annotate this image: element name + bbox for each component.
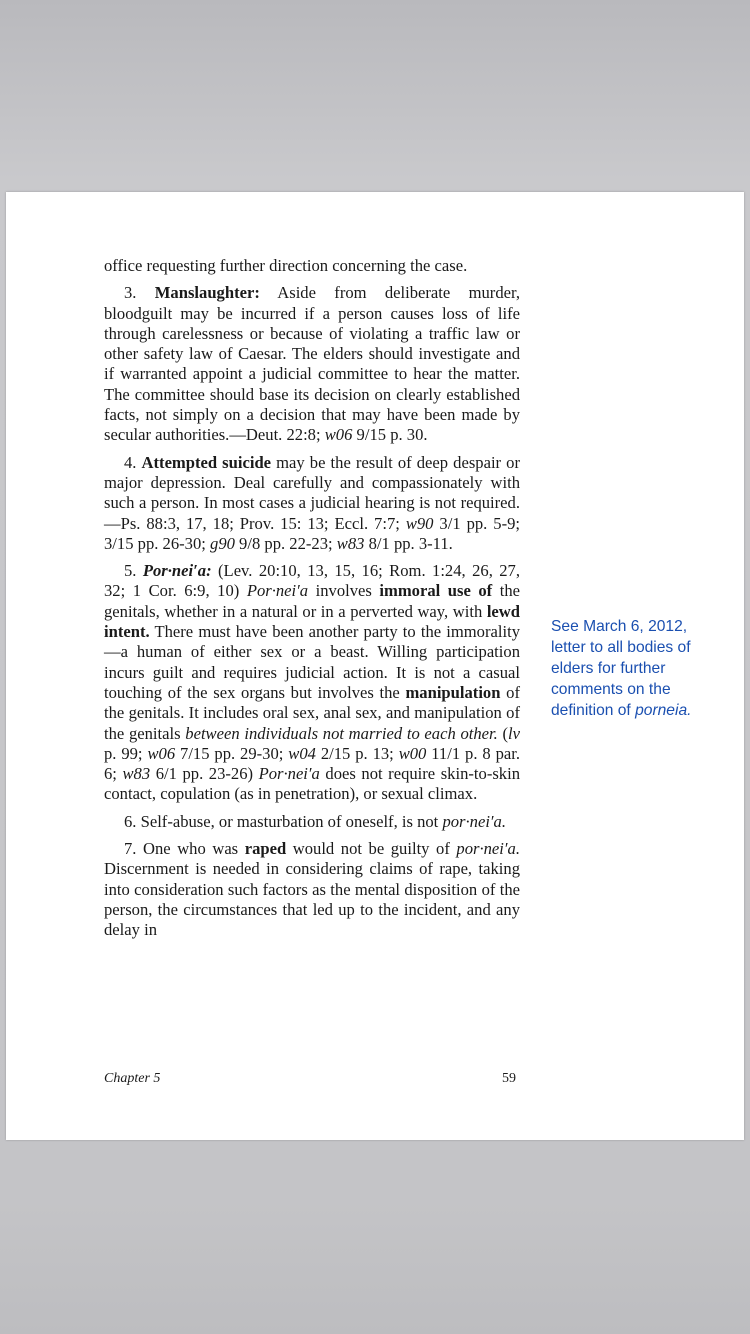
paragraph-text: Aside from deliberate murder, bloodguilt may be incurred if a person causes loss of life through carelessness or because of violating a traffic law or other safety law of Caesar. The elders should investigate and if warranted appoint a judicial committee to hear the matter. The committee should base its decision on clearly established facts, not simply on a decision that may have been made by secular authorities.—Deut. 22:8; <box>104 283 520 445</box>
paragraph-text: 9/15 p. 30. <box>352 425 428 445</box>
paragraph-text: 6/1 pp. 23-26) <box>150 764 259 784</box>
paragraph-text: of the genitals. It includes oral sex, anal sex, and manipulation of the genitals <box>104 682 520 743</box>
bold-text: immoral use of <box>379 581 493 601</box>
paragraph-text: 7. One who was <box>124 839 245 859</box>
paragraph-self-abuse <box>104 812 520 832</box>
paragraph-text: 8/1 pp. 3-11. <box>364 533 453 553</box>
paragraph-text: ( <box>497 723 509 743</box>
paragraph-text: (Lev. 20:10, 13, 15, 16; Rom. 1:24, 26, 27, 32; 1 Cor. 6:9, 10) <box>104 561 521 601</box>
reference-italic: w83 <box>122 764 151 784</box>
paragraph-text: does not require skin-to-skin contact, copulation (as in penetration), or sexual climax. <box>104 764 521 804</box>
paragraph-text: office requesting further direction concerning the case. <box>104 256 468 275</box>
margin-note <box>551 616 701 721</box>
term-manslaughter: Manslaughter: <box>154 283 260 303</box>
reference-italic: w06 <box>324 425 353 445</box>
paragraph-text: Discernment is needed in considering claims of rape, taking into consideration such factors as the mental disposition of the person, the circumstances that led up to the incident, and any delay in <box>104 859 520 940</box>
paragraph-text: the genitals, whether in a natural or in a perverted way, with <box>104 581 521 621</box>
body-text-column <box>104 256 520 948</box>
bold-text: raped <box>244 839 287 859</box>
italic-text: Por·nei′a <box>246 581 309 601</box>
paragraph-text: 9/8 pp. 22-23; <box>234 533 337 553</box>
margin-note-text: See March 6, 2012, letter to all bodies of elders for further comments on the definition of <box>551 618 691 719</box>
paragraph-continued <box>104 256 520 276</box>
paragraph-number: 5. <box>124 561 143 581</box>
paragraph-number: 4. <box>124 452 142 472</box>
italic-text: Por·nei′a <box>258 764 320 784</box>
paragraph-text: 11/1 p. 8 par. 6; <box>104 743 520 784</box>
term-porneia: Por·nei′a: <box>142 561 212 581</box>
paragraph-text: 3/1 pp. 5-9; 3/15 pp. 26-30; <box>104 513 520 553</box>
bold-text: manipulation <box>405 682 501 702</box>
reference-italic: w06 <box>147 743 176 763</box>
document-page <box>6 192 744 1140</box>
page-number: 59 <box>502 1071 516 1086</box>
paragraph-text: There must have been another party to the immorality—a human of either sex or a beast. Willing participation incurs guilt and requires judicial action. It is not a casual touching of the sex organs but involves the <box>104 622 520 702</box>
paragraph-attempted-suicide <box>104 453 520 554</box>
reference-italic: w90 <box>405 513 434 533</box>
bold-text: lewd intent. <box>104 601 520 642</box>
reference-italic: w00 <box>398 743 427 763</box>
paragraph-text: 7/15 pp. 29-30; <box>175 743 289 763</box>
paragraph-porneia <box>104 561 520 805</box>
paragraph-text: 6. Self-abuse, or masturbation of oneself, is not <box>124 811 443 831</box>
footer-chapter: Chapter 5 <box>104 1071 161 1086</box>
term-attempted-suicide: Attempted suicide <box>141 452 272 472</box>
italic-text: between individuals not married to each other. <box>185 723 498 743</box>
reference-italic: w83 <box>336 533 365 553</box>
reference-italic: g90 <box>210 533 235 553</box>
paragraph-raped <box>104 839 520 940</box>
paragraph-text: involves <box>308 581 380 601</box>
paragraph-number: 3. <box>124 283 155 303</box>
reference-italic: w04 <box>288 743 316 763</box>
paragraph-manslaughter <box>104 283 520 445</box>
paragraph-text: may be the result of deep despair or major depression. Deal carefully and compassionately with such a person. In most cases a judicial hearing is not required.—Ps. 88:3, 17, 18; Prov. 15: 13; Eccl. 7:7; <box>104 452 520 533</box>
paragraph-text: 2/15 p. 13; <box>315 743 399 763</box>
italic-text: por·nei′a. <box>456 839 520 859</box>
paragraph-text: would not be guilty of <box>286 839 457 859</box>
paragraph-text: p. 99; <box>104 743 148 763</box>
italic-text: por·nei′a. <box>442 811 507 831</box>
margin-note-italic: porneia. <box>635 702 692 719</box>
reference-italic: lv <box>508 723 520 743</box>
